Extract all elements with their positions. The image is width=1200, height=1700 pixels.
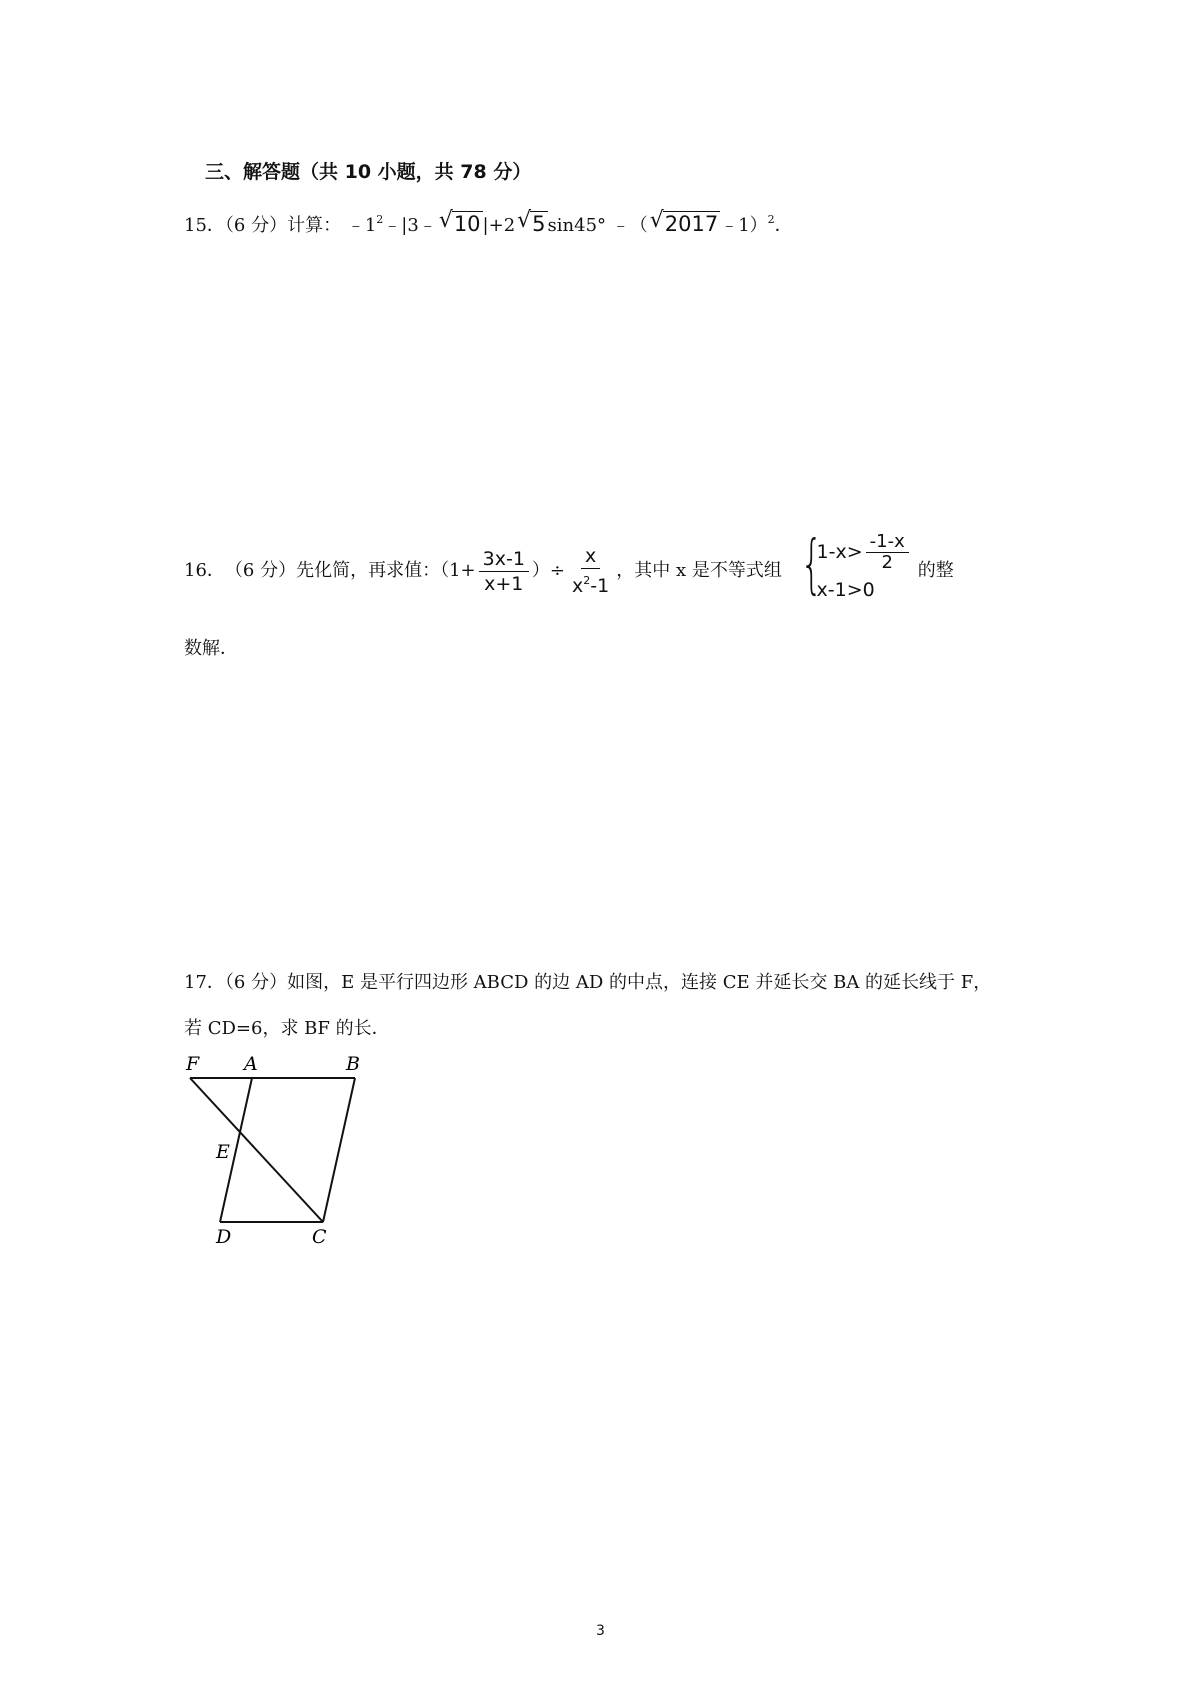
parallelogram-figure (180, 1050, 380, 1248)
label-B: B (346, 1053, 360, 1075)
question-15 (184, 209, 793, 237)
q15-number: 15． (184, 215, 225, 236)
inequality-1 (816, 530, 912, 573)
q15-term1: ﹣1 (346, 215, 377, 236)
q15-term5: ﹣1） (720, 215, 768, 236)
fraction-1-numerator: 3x-1 (479, 548, 529, 572)
den-base: x (572, 575, 584, 597)
label-E: E (216, 1141, 230, 1163)
q15-score: （6 分） (224, 215, 288, 236)
question-16 (184, 528, 954, 609)
inequality-system (782, 528, 912, 609)
sqrt-2017: √ 2017 (649, 208, 719, 236)
line-FC (190, 1078, 323, 1222)
q16-tail: 的整 (917, 560, 954, 581)
page-number: 3 (596, 1623, 605, 1639)
q16-line2: 数解． (184, 638, 238, 659)
q17-line2: 若 CD=6，求 BF 的长． (184, 1018, 390, 1039)
inequality-1-denominator: 2 (881, 551, 893, 573)
question-17 (184, 972, 991, 994)
inequality-1-left: 1-x> (816, 541, 863, 563)
fraction-1-denominator: x+1 (484, 572, 524, 595)
q15-term4: sin45° ﹣（ (547, 215, 648, 236)
label-A: A (244, 1053, 258, 1075)
sqrt-10: √ 10 (438, 208, 481, 236)
label-D: D (216, 1226, 232, 1248)
side-BC (323, 1078, 355, 1222)
fraction-2-denominator (568, 569, 613, 597)
q15-term6: ． (774, 215, 793, 236)
q16-divide: ）÷ (531, 560, 566, 581)
inequality-1-fraction (866, 530, 909, 573)
q16-number: 16． (184, 560, 225, 581)
q15-exp1: 2 (376, 213, 384, 226)
den-rest: -1 (590, 575, 610, 597)
radicand-5: 5 (532, 212, 546, 236)
q17-score: （6 分） (224, 972, 288, 993)
q16-score: （6 分） (224, 560, 297, 581)
q16-after: ，其中 x 是不等式组 (616, 560, 782, 581)
inequality-1-numerator: -1-x (866, 533, 909, 553)
q15-exp2: 2 (767, 213, 775, 226)
q15-prompt: 计算： (287, 215, 342, 236)
q15-term2: ﹣|3﹣ (383, 215, 437, 236)
fraction-2 (568, 545, 613, 597)
den-exp: 2 (583, 574, 591, 587)
label-F: F (186, 1053, 200, 1075)
q15-term3: |+2 (482, 215, 516, 236)
label-C: C (312, 1226, 327, 1248)
radicand-2017: 2017 (664, 212, 719, 236)
inequality-2: x-1>0 (816, 579, 875, 601)
fraction-1 (479, 548, 529, 595)
q16-prompt: 先化简，再求值：（1+ (296, 560, 476, 581)
radicand-10: 10 (453, 212, 481, 236)
system-lines (816, 530, 912, 609)
q17-line1: 如图，E 是平行四边形 ABCD 的边 AD 的中点，连接 CE 并延长交 BA 的延长线于 F， (287, 972, 992, 993)
section-title: 三、解答题（共 10 小题，共 78 分） (205, 161, 532, 183)
q17-number: 17． (184, 972, 225, 993)
left-brace: { (800, 528, 823, 602)
sqrt-5: √ 5 (517, 208, 546, 236)
fraction-2-numerator: x (581, 545, 600, 569)
